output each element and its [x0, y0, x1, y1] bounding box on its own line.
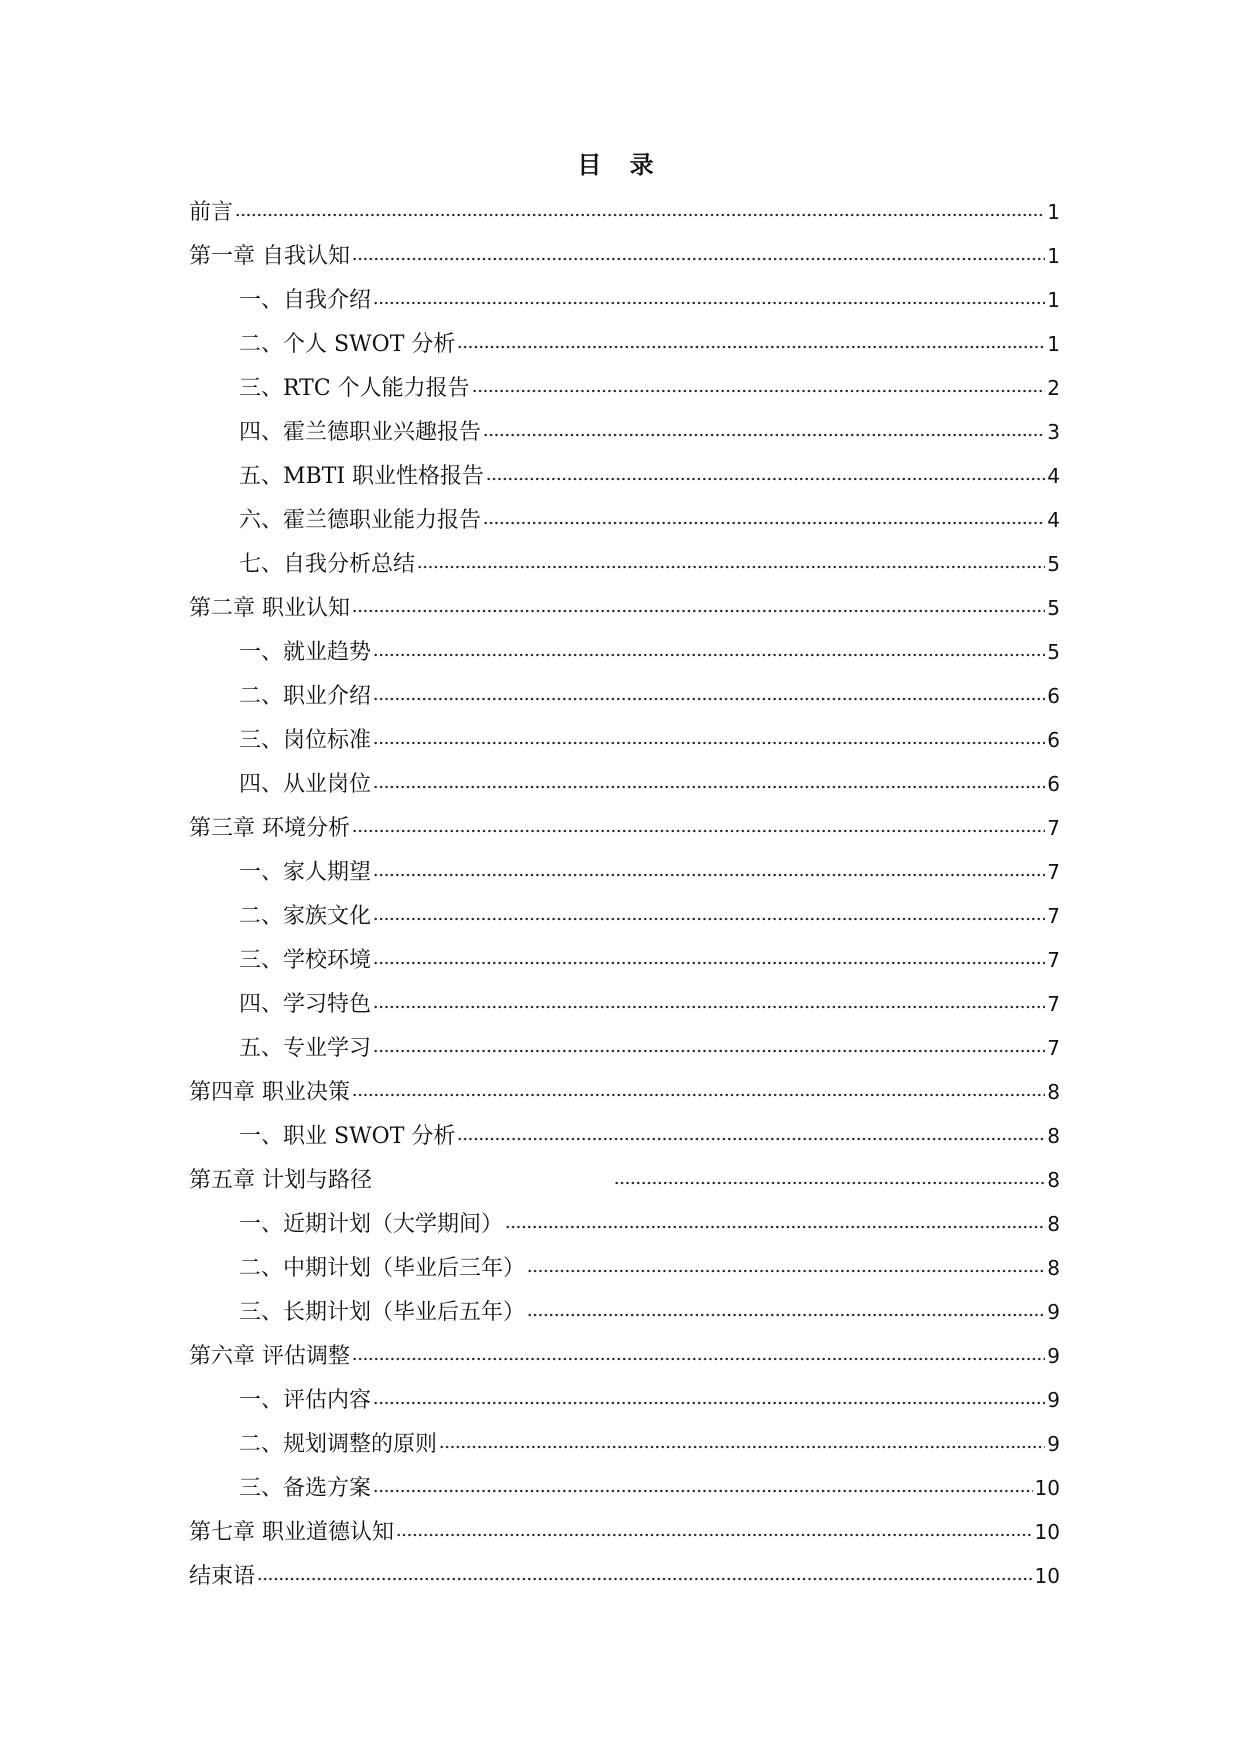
toc-entry-page-number: 8 — [1047, 1080, 1060, 1104]
dot-leader — [352, 585, 1045, 615]
toc-entry[interactable] — [189, 277, 1060, 321]
toc-entry-page-number: 8 — [1047, 1168, 1060, 1192]
dot-leader — [396, 1509, 1033, 1539]
toc-entry[interactable] — [189, 1289, 1060, 1333]
toc-entry-page-number: 8 — [1047, 1256, 1060, 1280]
toc-entry-label: 三、RTC 个人能力报告 — [239, 376, 470, 401]
toc-entry[interactable] — [189, 453, 1060, 497]
dot-leader — [483, 497, 1045, 527]
dot-leader — [373, 761, 1045, 791]
toc-entry[interactable] — [189, 1069, 1060, 1113]
toc-entry-page-number: 7 — [1047, 816, 1060, 840]
toc-entry-label: 一、职业 SWOT 分析 — [239, 1124, 456, 1149]
dot-leader — [614, 1157, 1045, 1187]
toc-entry[interactable] — [189, 805, 1060, 849]
toc-entry[interactable] — [189, 761, 1060, 805]
toc-entry-label: 第三章 环境分析 — [189, 816, 350, 841]
toc-entry[interactable] — [189, 497, 1060, 541]
toc-entry[interactable] — [189, 409, 1060, 453]
dot-leader — [527, 1245, 1045, 1275]
toc-title: 目 录 — [577, 150, 664, 179]
dot-leader — [472, 365, 1046, 395]
toc-entry-label: 第五章 计划与路径 — [189, 1168, 372, 1193]
toc-entry[interactable] — [189, 1157, 1060, 1201]
toc-entry-page-number: 10 — [1034, 1564, 1060, 1588]
toc-entry-page-number: 10 — [1034, 1520, 1060, 1544]
toc-entry-label: 三、备选方案 — [239, 1476, 372, 1501]
toc-entry-label: 七、自我分析总结 — [239, 552, 416, 577]
toc-entry-label: 二、职业介绍 — [239, 684, 372, 709]
toc-entry-label: 第四章 职业决策 — [189, 1080, 350, 1105]
toc-entry-label: 结束语 — [189, 1564, 256, 1589]
dot-leader — [373, 277, 1045, 307]
toc-entry[interactable] — [189, 1025, 1060, 1069]
toc-entry-page-number: 6 — [1047, 684, 1060, 708]
dot-leader — [373, 673, 1045, 703]
toc-entry-page-number: 2 — [1047, 376, 1060, 400]
toc-entry-page-number: 9 — [1047, 1388, 1060, 1412]
toc-entry[interactable] — [189, 1465, 1060, 1509]
dot-leader — [483, 409, 1045, 439]
toc-entry[interactable] — [189, 981, 1060, 1025]
toc-entry-label: 五、专业学习 — [239, 1036, 372, 1061]
toc-entry-page-number: 10 — [1034, 1476, 1060, 1500]
toc-entry-page-number: 7 — [1047, 860, 1060, 884]
dot-leader — [373, 981, 1045, 1011]
dot-leader — [373, 629, 1045, 659]
toc-entry-page-number: 8 — [1047, 1212, 1060, 1236]
toc-entry-label: 一、就业趋势 — [239, 640, 372, 665]
toc-entry-page-number: 7 — [1047, 992, 1060, 1016]
toc-entry-page-number: 1 — [1047, 200, 1060, 224]
toc-entry-label: 一、家人期望 — [239, 860, 372, 885]
toc-entry[interactable] — [189, 629, 1060, 673]
dot-leader — [457, 321, 1045, 351]
toc-list — [189, 189, 1060, 1597]
toc-entry[interactable] — [189, 233, 1060, 277]
toc-entry[interactable] — [189, 1377, 1060, 1421]
toc-entry[interactable] — [189, 673, 1060, 717]
dot-leader — [235, 189, 1045, 219]
toc-entry-label: 一、近期计划（大学期间） — [239, 1212, 504, 1237]
toc-entry-page-number: 6 — [1047, 728, 1060, 752]
toc-entry-page-number: 9 — [1047, 1300, 1060, 1324]
toc-entry[interactable] — [189, 717, 1060, 761]
toc-entry-label: 一、评估内容 — [239, 1388, 372, 1413]
dot-leader — [417, 541, 1045, 571]
dot-leader — [457, 1113, 1045, 1143]
toc-entry[interactable] — [189, 849, 1060, 893]
toc-entry-page-number: 1 — [1047, 244, 1060, 268]
toc-entry[interactable] — [189, 365, 1060, 409]
toc-entry[interactable] — [189, 1553, 1060, 1597]
toc-entry-page-number: 6 — [1047, 772, 1060, 796]
toc-entry-page-number: 5 — [1047, 552, 1060, 576]
dot-leader — [373, 893, 1045, 923]
toc-entry[interactable] — [189, 541, 1060, 585]
dot-leader — [505, 1201, 1045, 1231]
toc-entry[interactable] — [189, 1509, 1060, 1553]
dot-leader — [257, 1553, 1033, 1583]
dot-leader — [373, 937, 1045, 967]
dot-leader — [352, 1069, 1045, 1099]
toc-entry[interactable] — [189, 189, 1060, 233]
toc-entry-label: 前言 — [189, 200, 234, 225]
toc-entry[interactable] — [189, 1113, 1060, 1157]
dot-leader — [527, 1289, 1045, 1319]
toc-entry-label: 四、霍兰德职业兴趣报告 — [239, 420, 482, 445]
toc-entry-page-number: 9 — [1047, 1432, 1060, 1456]
dot-leader — [373, 1025, 1045, 1055]
dot-leader — [352, 233, 1045, 263]
toc-entry[interactable] — [189, 937, 1060, 981]
toc-entry-page-number: 4 — [1047, 508, 1060, 532]
toc-entry-page-number: 8 — [1047, 1124, 1060, 1148]
toc-entry-label: 二、中期计划（毕业后三年） — [239, 1256, 526, 1281]
toc-entry-label: 第六章 评估调整 — [189, 1344, 350, 1369]
toc-entry-page-number: 7 — [1047, 948, 1060, 972]
dot-leader — [373, 849, 1045, 879]
toc-entry-page-number: 7 — [1047, 904, 1060, 928]
dot-leader — [439, 1421, 1045, 1451]
toc-entry-label: 二、规划调整的原则 — [239, 1432, 438, 1457]
toc-entry-page-number: 3 — [1047, 420, 1060, 444]
toc-entry-label: 第一章 自我认知 — [189, 244, 350, 269]
toc-entry-label: 五、MBTI 职业性格报告 — [239, 464, 485, 489]
toc-entry-label: 第二章 职业认知 — [189, 596, 350, 621]
toc-entry[interactable] — [189, 893, 1060, 937]
toc-entry-label: 四、从业岗位 — [239, 772, 372, 797]
toc-entry-page-number: 9 — [1047, 1344, 1060, 1368]
dot-leader — [373, 1465, 1033, 1495]
toc-entry[interactable] — [189, 321, 1060, 365]
toc-entry-label: 二、个人 SWOT 分析 — [239, 332, 456, 357]
toc-entry-label: 三、岗位标准 — [239, 728, 372, 753]
toc-entry[interactable] — [189, 585, 1060, 629]
toc-entry-label: 一、自我介绍 — [239, 288, 372, 313]
toc-entry[interactable] — [189, 1421, 1060, 1465]
toc-entry-label: 第七章 职业道德认知 — [189, 1520, 394, 1545]
toc-entry-page-number: 5 — [1047, 640, 1060, 664]
toc-entry[interactable] — [189, 1333, 1060, 1377]
toc-entry-label: 六、霍兰德职业能力报告 — [239, 508, 482, 533]
dot-leader — [352, 805, 1045, 835]
toc-entry-page-number: 7 — [1047, 1036, 1060, 1060]
toc-entry-label: 四、学习特色 — [239, 992, 372, 1017]
toc-entry-page-number: 5 — [1047, 596, 1060, 620]
dot-leader — [373, 717, 1045, 747]
toc-entry[interactable] — [189, 1245, 1060, 1289]
toc-entry-label: 三、学校环境 — [239, 948, 372, 973]
toc-entry-label: 三、长期计划（毕业后五年） — [239, 1300, 526, 1325]
toc-entry[interactable] — [189, 1201, 1060, 1245]
toc-entry-page-number: 4 — [1047, 464, 1060, 488]
toc-entry-page-number: 1 — [1047, 288, 1060, 312]
toc-entry-label: 二、家族文化 — [239, 904, 372, 929]
dot-leader — [373, 1377, 1045, 1407]
dot-leader — [486, 453, 1045, 483]
dot-leader — [352, 1333, 1045, 1363]
toc-entry-page-number: 1 — [1047, 332, 1060, 356]
